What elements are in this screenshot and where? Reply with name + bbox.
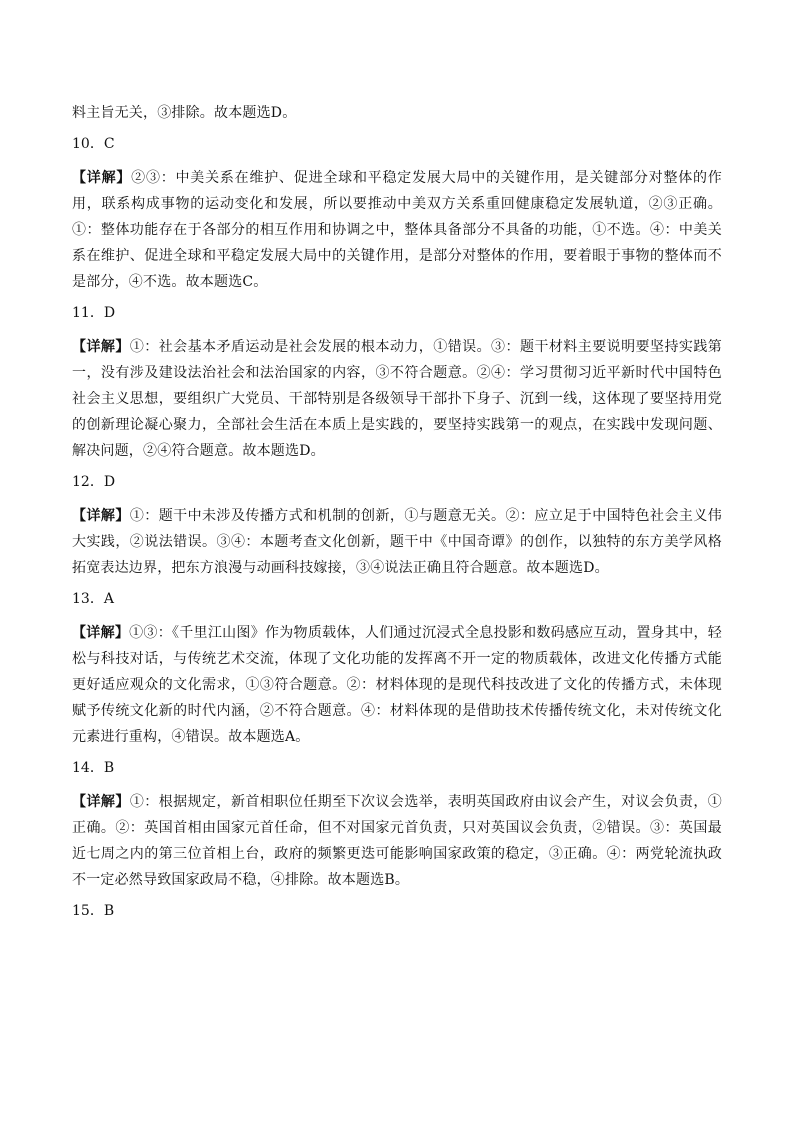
detail-text: ①：题干中未涉及传播方式和机制的创新，①与题意无关。②：应立足于中国特色社会主义伟大实践，②说法错误。③④：本题考查文化创新，题干中《中国奇谭》的创作，以独特的东方美学风格拓宽表达边界，把东方浪漫与动画科技嫁接，③④说法正确且符合题意。故本题选D。: [72, 508, 722, 576]
detail-tag: 【详解】: [72, 339, 130, 355]
continuation-text: 料主旨无关，③排除。故本题选D。: [72, 105, 297, 121]
detail-tag: 【详解】: [72, 625, 130, 641]
question-number-12: 12．D: [72, 474, 116, 490]
detail-text: ①③：《千里江山图》作为物质载体，人们通过沉浸式全息投影和数码感应互动，置身其中，轻松与科技对话，与传统艺术交流，体现了文化功能的发挥离不开一定的物质载体，改进文化传播方式能更好适应观众的文化需求，①③符合题意。②：材料体现的是现代科技改进了文化的传播方式，未体现赋予传统文化新的时代内涵，②不符合题意。④：材料体现的是借助技术传播传统文化，未对传统文化元素进行重构，④错误。故本题选A。: [72, 625, 722, 745]
answer-key-page: [72, 100, 722, 932]
detail-tag: 【详解】: [72, 508, 130, 524]
answer-detail-10: [72, 165, 722, 295]
detail-text: ①：根据规定，新首相职位任期至下次议会选举，表明英国政府由议会产生，对议会负责，①正确。②：英国首相由国家元首任命，但不对国家元首负责，只对英国议会负责，②错误。③：英国最近七周之内的第三位首相上台，政府的频繁更迭可能影响国家政策的稳定，③正确。④：两党轮流执政不一定必然导致国家政局不稳，④排除。故本题选B。: [72, 794, 722, 888]
question-number-10: 10．C: [72, 136, 115, 152]
question-number-15: 15．B: [72, 903, 115, 919]
answer-detail-11: [72, 334, 722, 464]
question-number-14: 14．B: [72, 760, 115, 776]
detail-text: ①：社会基本矛盾运动是社会发展的根本动力，①错误。③：题干材料主要说明要坚持实践第一，没有涉及建设法治社会和法治国家的内容，③不符合题意。②④：学习贯彻习近平新时代中国特色社会主义思想，要组织广大党员、干部特别是各级领导干部扑下身子、沉到一线，这体现了要坚持用党的创新理论凝心聚力，全部社会生活在本质上是实践的，要坚持实践第一的观点，在实践中发现问题、解决问题，②④符合题意。故本题选D。: [72, 339, 722, 459]
answer-detail-12: [72, 503, 722, 581]
question-number-11: 11．D: [72, 305, 116, 321]
detail-tag: 【详解】: [72, 170, 132, 186]
question-number-13: 13．A: [72, 591, 114, 607]
answer-detail-14: [72, 789, 722, 893]
answer-detail-13: [72, 620, 722, 750]
detail-tag: 【详解】: [72, 794, 130, 810]
detail-text: ②③：中美关系在维护、促进全球和平稳定发展大局中的关键作用，是关键部分对整体的作用，联系构成事物的运动变化和发展，所以要推动中美双方关系重回健康稳定发展轨道，②③正确。①：整体功能存在于各部分的相互作用和协调之中，整体具备部分不具备的功能，①不选。④：中美关系在维护、促进全球和平稳定发展大局中的关键作用，是部分对整体的作用，要着眼于事物的整体而不是部分，④不选。故本题选C。: [72, 170, 722, 290]
